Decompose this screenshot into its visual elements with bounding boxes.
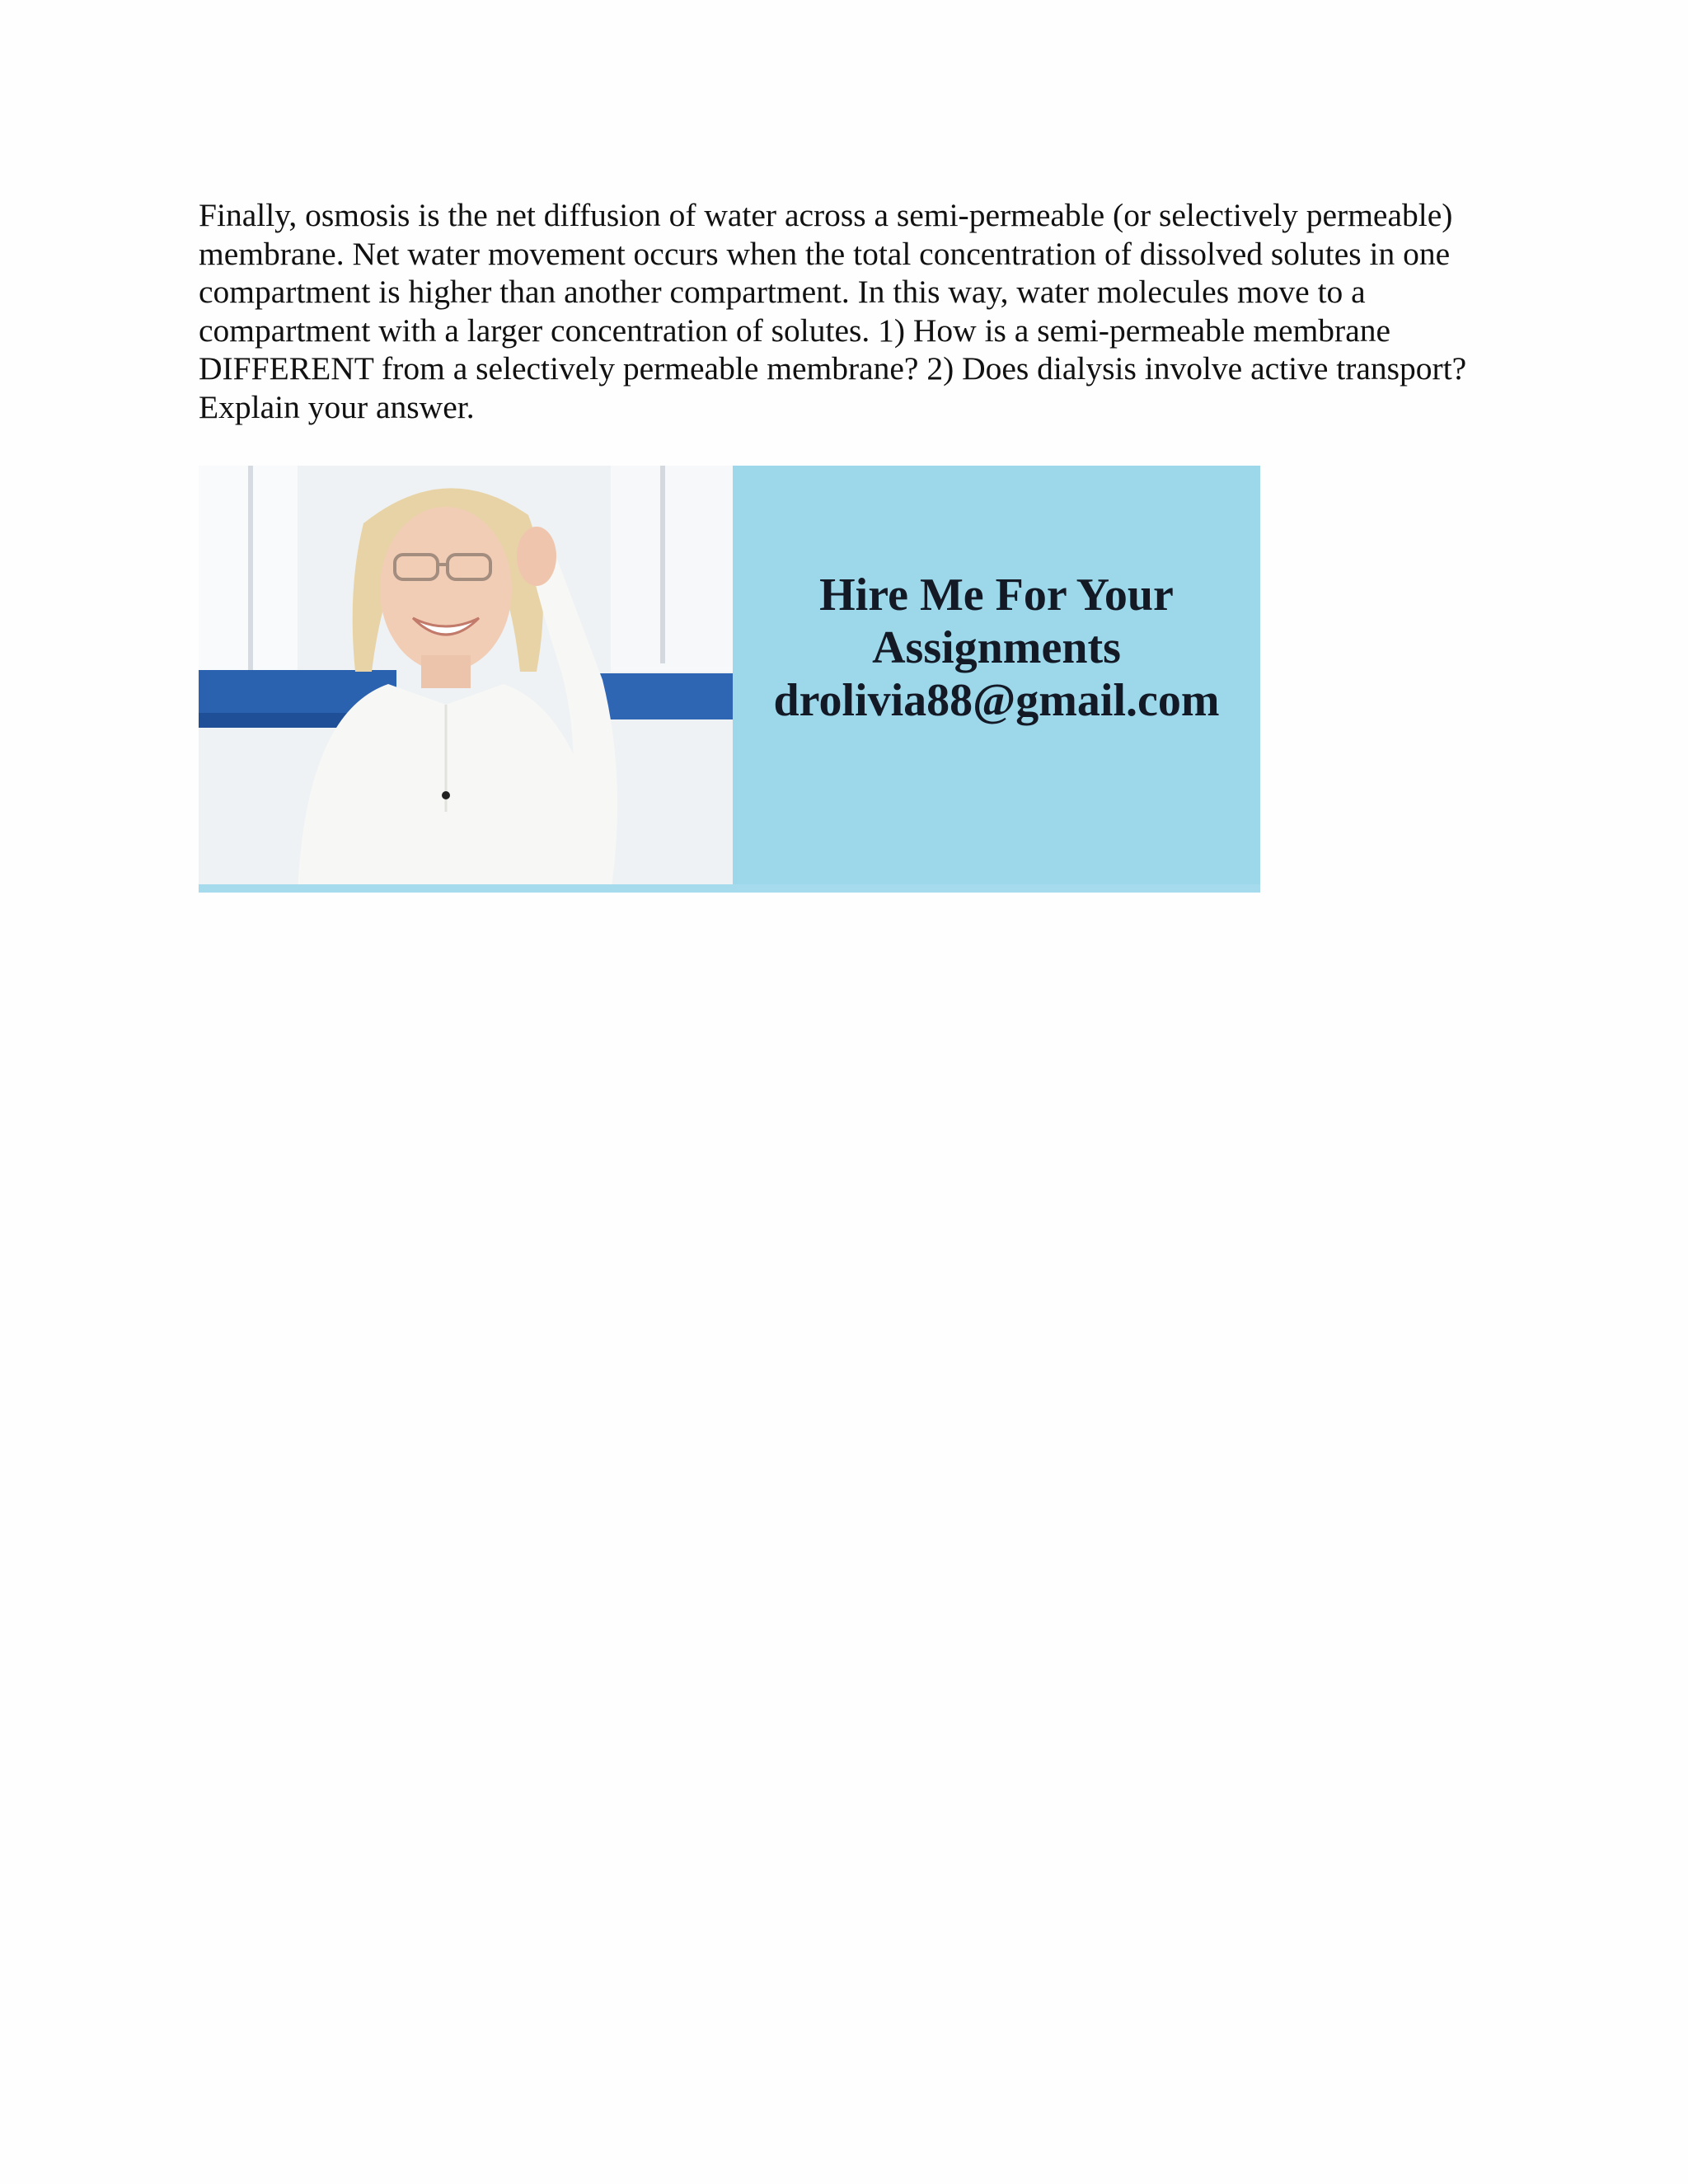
banner-text-block xyxy=(733,569,1260,727)
banner-bottom-strip xyxy=(199,884,1260,893)
body-paragraph: Finally, osmosis is the net diffusion of water across a semi-permeable (or selectively permeable) membrane. Net water movement occurs when the total concentration of dissolved solutes in one compartment is higher than another compartment. In this way, water molecules move to a compartment with a larger concentration of solutes. 1) How is a semi-permeable membrane DIFFERENT from a selectively permeable membrane? 2) Does dialysis involve active transport? Explain your answer. xyxy=(199,197,1467,425)
woman-photo xyxy=(199,466,733,893)
advertisement-banner xyxy=(199,466,1260,893)
banner-email: drolivia88@gmail.com xyxy=(773,675,1220,726)
banner-heading-line1: Hire Me For Your xyxy=(819,569,1174,621)
banner-text-panel xyxy=(733,466,1260,893)
banner-heading-line2: Assignments xyxy=(872,622,1121,673)
